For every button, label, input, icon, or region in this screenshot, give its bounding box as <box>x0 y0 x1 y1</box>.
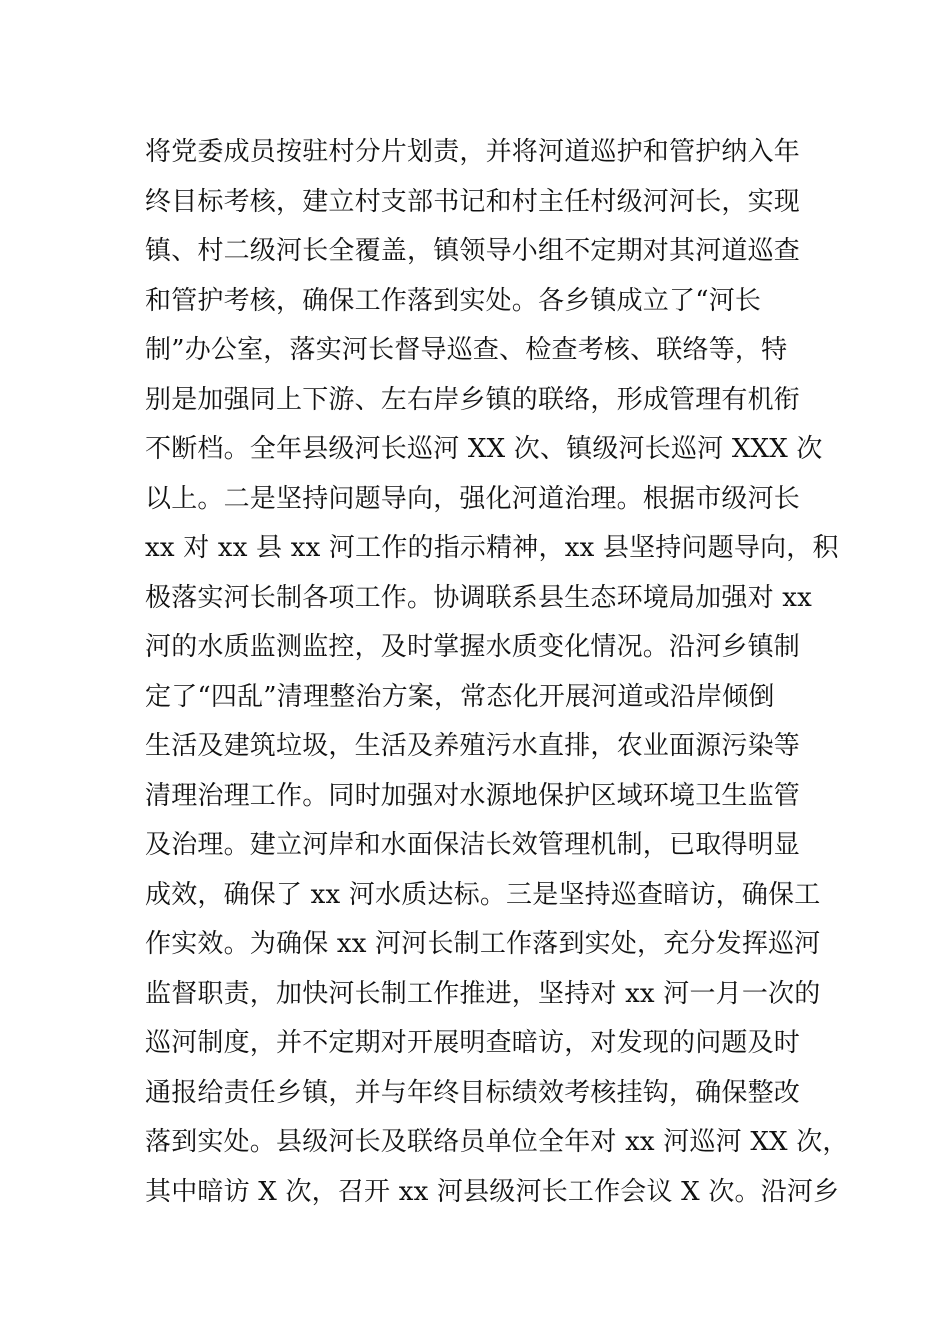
text-line: 通报给责任乡镇，并与年终目标绩效考核挂钩，确保整改 <box>145 1077 801 1108</box>
text-line: 极落实河长制各项工作。协调联系县生态环境局加强对 xx <box>145 582 812 613</box>
text-line: 成效，确保了 xx 河水质达标。三是坚持巡查暗访，确保工 <box>145 879 821 910</box>
text-line: xx 对 xx 县 xx 河工作的指示精神，xx 县坚持问题导向，积 <box>145 533 839 563</box>
text-line: 巡河制度，并不定期对开展明查暗访，对发现的问题及时 <box>145 1028 801 1058</box>
text-line: 将党委成员按驻村分片划责，并将河道巡护和管护纳入年 <box>145 137 801 167</box>
text-line: 河的水质监测监控，及时掌握水质变化情况。沿河乡镇制 <box>145 632 801 662</box>
text-line: 及治理。建立河岸和水面保洁长效管理机制，已取得明显 <box>145 830 801 860</box>
text-line: 制”办公室，落实河长督导巡查、检查考核、联络等，特 <box>145 335 788 365</box>
text-line: 落到实处。县级河长及联络员单位全年对 xx 河巡河 XX 次， <box>145 1127 849 1157</box>
text-line: 其中暗访 X 次，召开 xx 河县级河长工作会议 X 次。沿河乡 <box>145 1176 840 1207</box>
text-line: 监督职责，加快河长制工作推进，坚持对 xx 河一月一次的 <box>145 978 821 1009</box>
body-paragraph <box>145 128 849 1217</box>
text-line: 生活及建筑垃圾，生活及养殖污水直排，农业面源污染等 <box>145 731 801 761</box>
text-line: 不断档。全年县级河长巡河 XX 次、镇级河长巡河 XXX 次 <box>145 434 823 464</box>
text-line: 别是加强同上下游、左右岸乡镇的联络，形成管理有机衔 <box>145 384 801 415</box>
text-line: 终目标考核，建立村支部书记和村主任村级河河长，实现 <box>145 186 801 217</box>
text-line: 以上。二是坚持问题导向，强化河道治理。根据市级河长 <box>145 483 801 514</box>
text-line: 定了“四乱”清理整治方案，常态化开展河道或沿岸倾倒 <box>145 681 775 712</box>
text-line: 作实效。为确保 xx 河河长制工作落到实处，充分发挥巡河 <box>145 929 821 959</box>
text-line: 和管护考核，确保工作落到实处。各乡镇成立了“河长 <box>145 285 762 316</box>
text-line: 镇、村二级河长全覆盖，镇领导小组不定期对其河道巡查 <box>145 236 801 266</box>
text-line: 清理治理工作。同时加强对水源地保护区域环境卫生监管 <box>145 780 801 811</box>
